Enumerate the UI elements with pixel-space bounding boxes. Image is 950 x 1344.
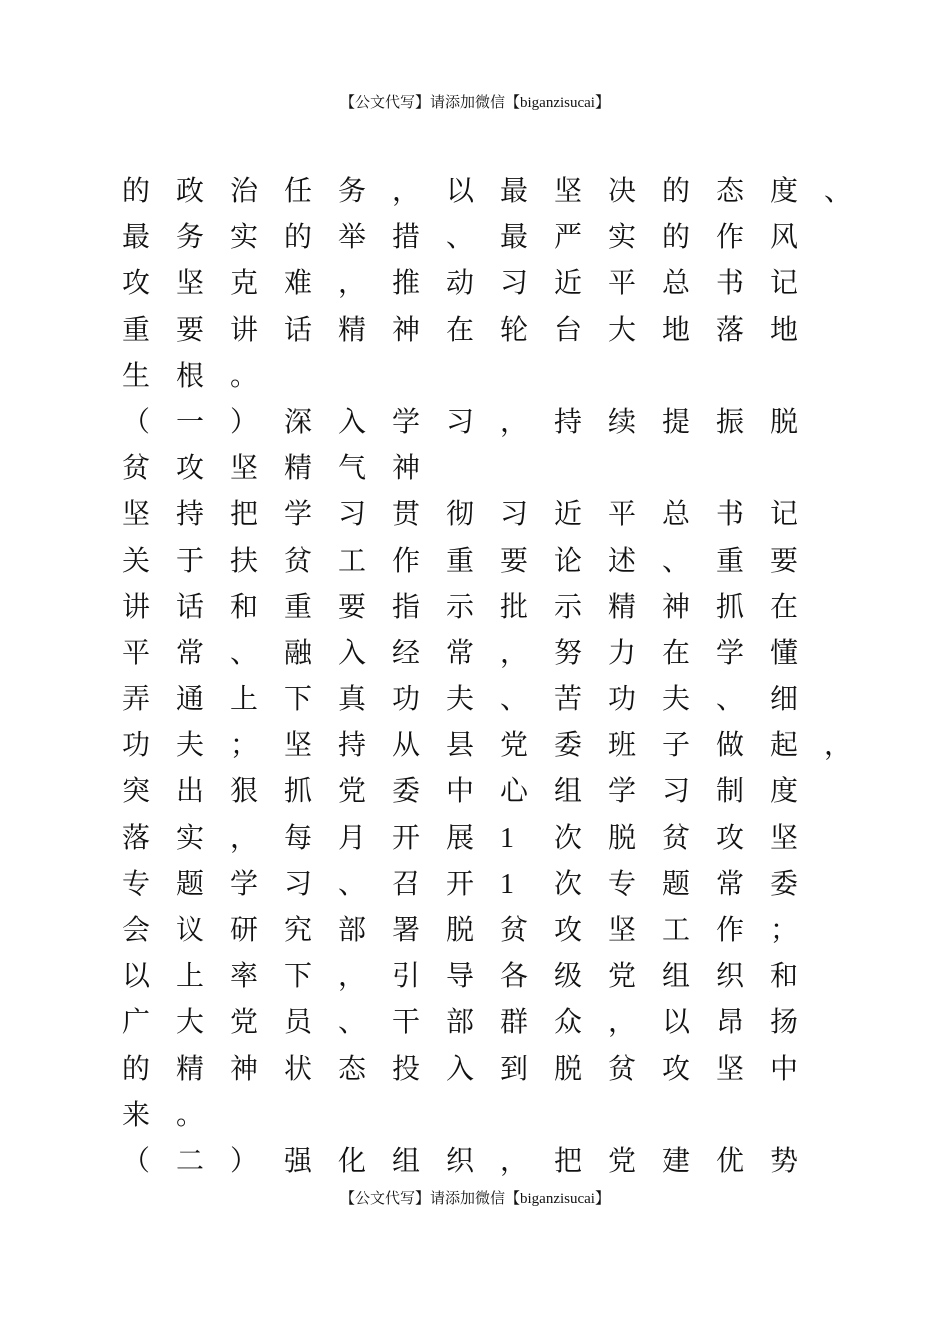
body-line: 功 夫 ； 坚 持 从 县 党 委 班 子 做 起 ， [122,728,853,762]
body-line: 重 要 讲 话 精 神 在 轮 台 大 地 落 地 [122,312,799,346]
page-footer: 【公文代写】请添加微信【biganzisucai】 [340,1191,610,1207]
body-line: 讲 话 和 重 要 指 示 批 示 精 神 抓 在 [122,589,799,623]
body-line: （ 一 ） 深 入 学 习 ， 持 续 提 振 脱 [122,404,799,438]
body-line: 落 实 ， 每 月 开 展 1 次 脱 贫 攻 坚 [122,820,799,854]
body-line: 以 上 率 下 ， 引 导 各 级 党 组 织 和 [122,959,799,993]
body-line: 攻 坚 克 难 ， 推 动 习 近 平 总 书 记 [122,266,799,300]
page-header: 【公文代写】请添加微信【biganzisucai】 [340,95,610,111]
body-line: 的 精 神 状 态 投 入 到 脱 贫 攻 坚 中 [122,1051,799,1085]
body-line: 来 。 [122,1097,205,1131]
body-line: 关 于 扶 贫 工 作 重 要 论 述 、 重 要 [122,543,799,577]
body-line: 平 常 、 融 入 经 常 ， 努 力 在 学 懂 [122,635,799,669]
body-line: 坚 持 把 学 习 贯 彻 习 近 平 总 书 记 [122,497,799,531]
body-line: 贫 攻 坚 精 气 神 [122,451,421,485]
body-line: 生 根 。 [122,358,259,392]
body-line: 的 政 治 任 务 ， 以 最 坚 决 的 态 度 、 [122,174,853,207]
body-line: 弄 通 上 下 真 功 夫 、 苦 功 夫 、 细 [122,682,799,716]
body-line: 突 出 狠 抓 党 委 中 心 组 学 习 制 度 [122,774,799,808]
body-line: 会 议 研 究 部 署 脱 贫 攻 坚 工 作 ； [122,913,799,946]
body-line: 最 务 实 的 举 措 、 最 严 实 的 作 风 [122,220,799,254]
body-line: 广 大 党 员 、 干 部 群 众 ， 以 昂 扬 [122,1005,799,1039]
document-body [120,168,880,1184]
body-line: 专 题 学 习 、 召 开 1 次 专 题 常 委 [122,866,799,900]
body-line: （ 二 ） 强 化 组 织 ， 把 党 建 优 势 [122,1143,799,1177]
